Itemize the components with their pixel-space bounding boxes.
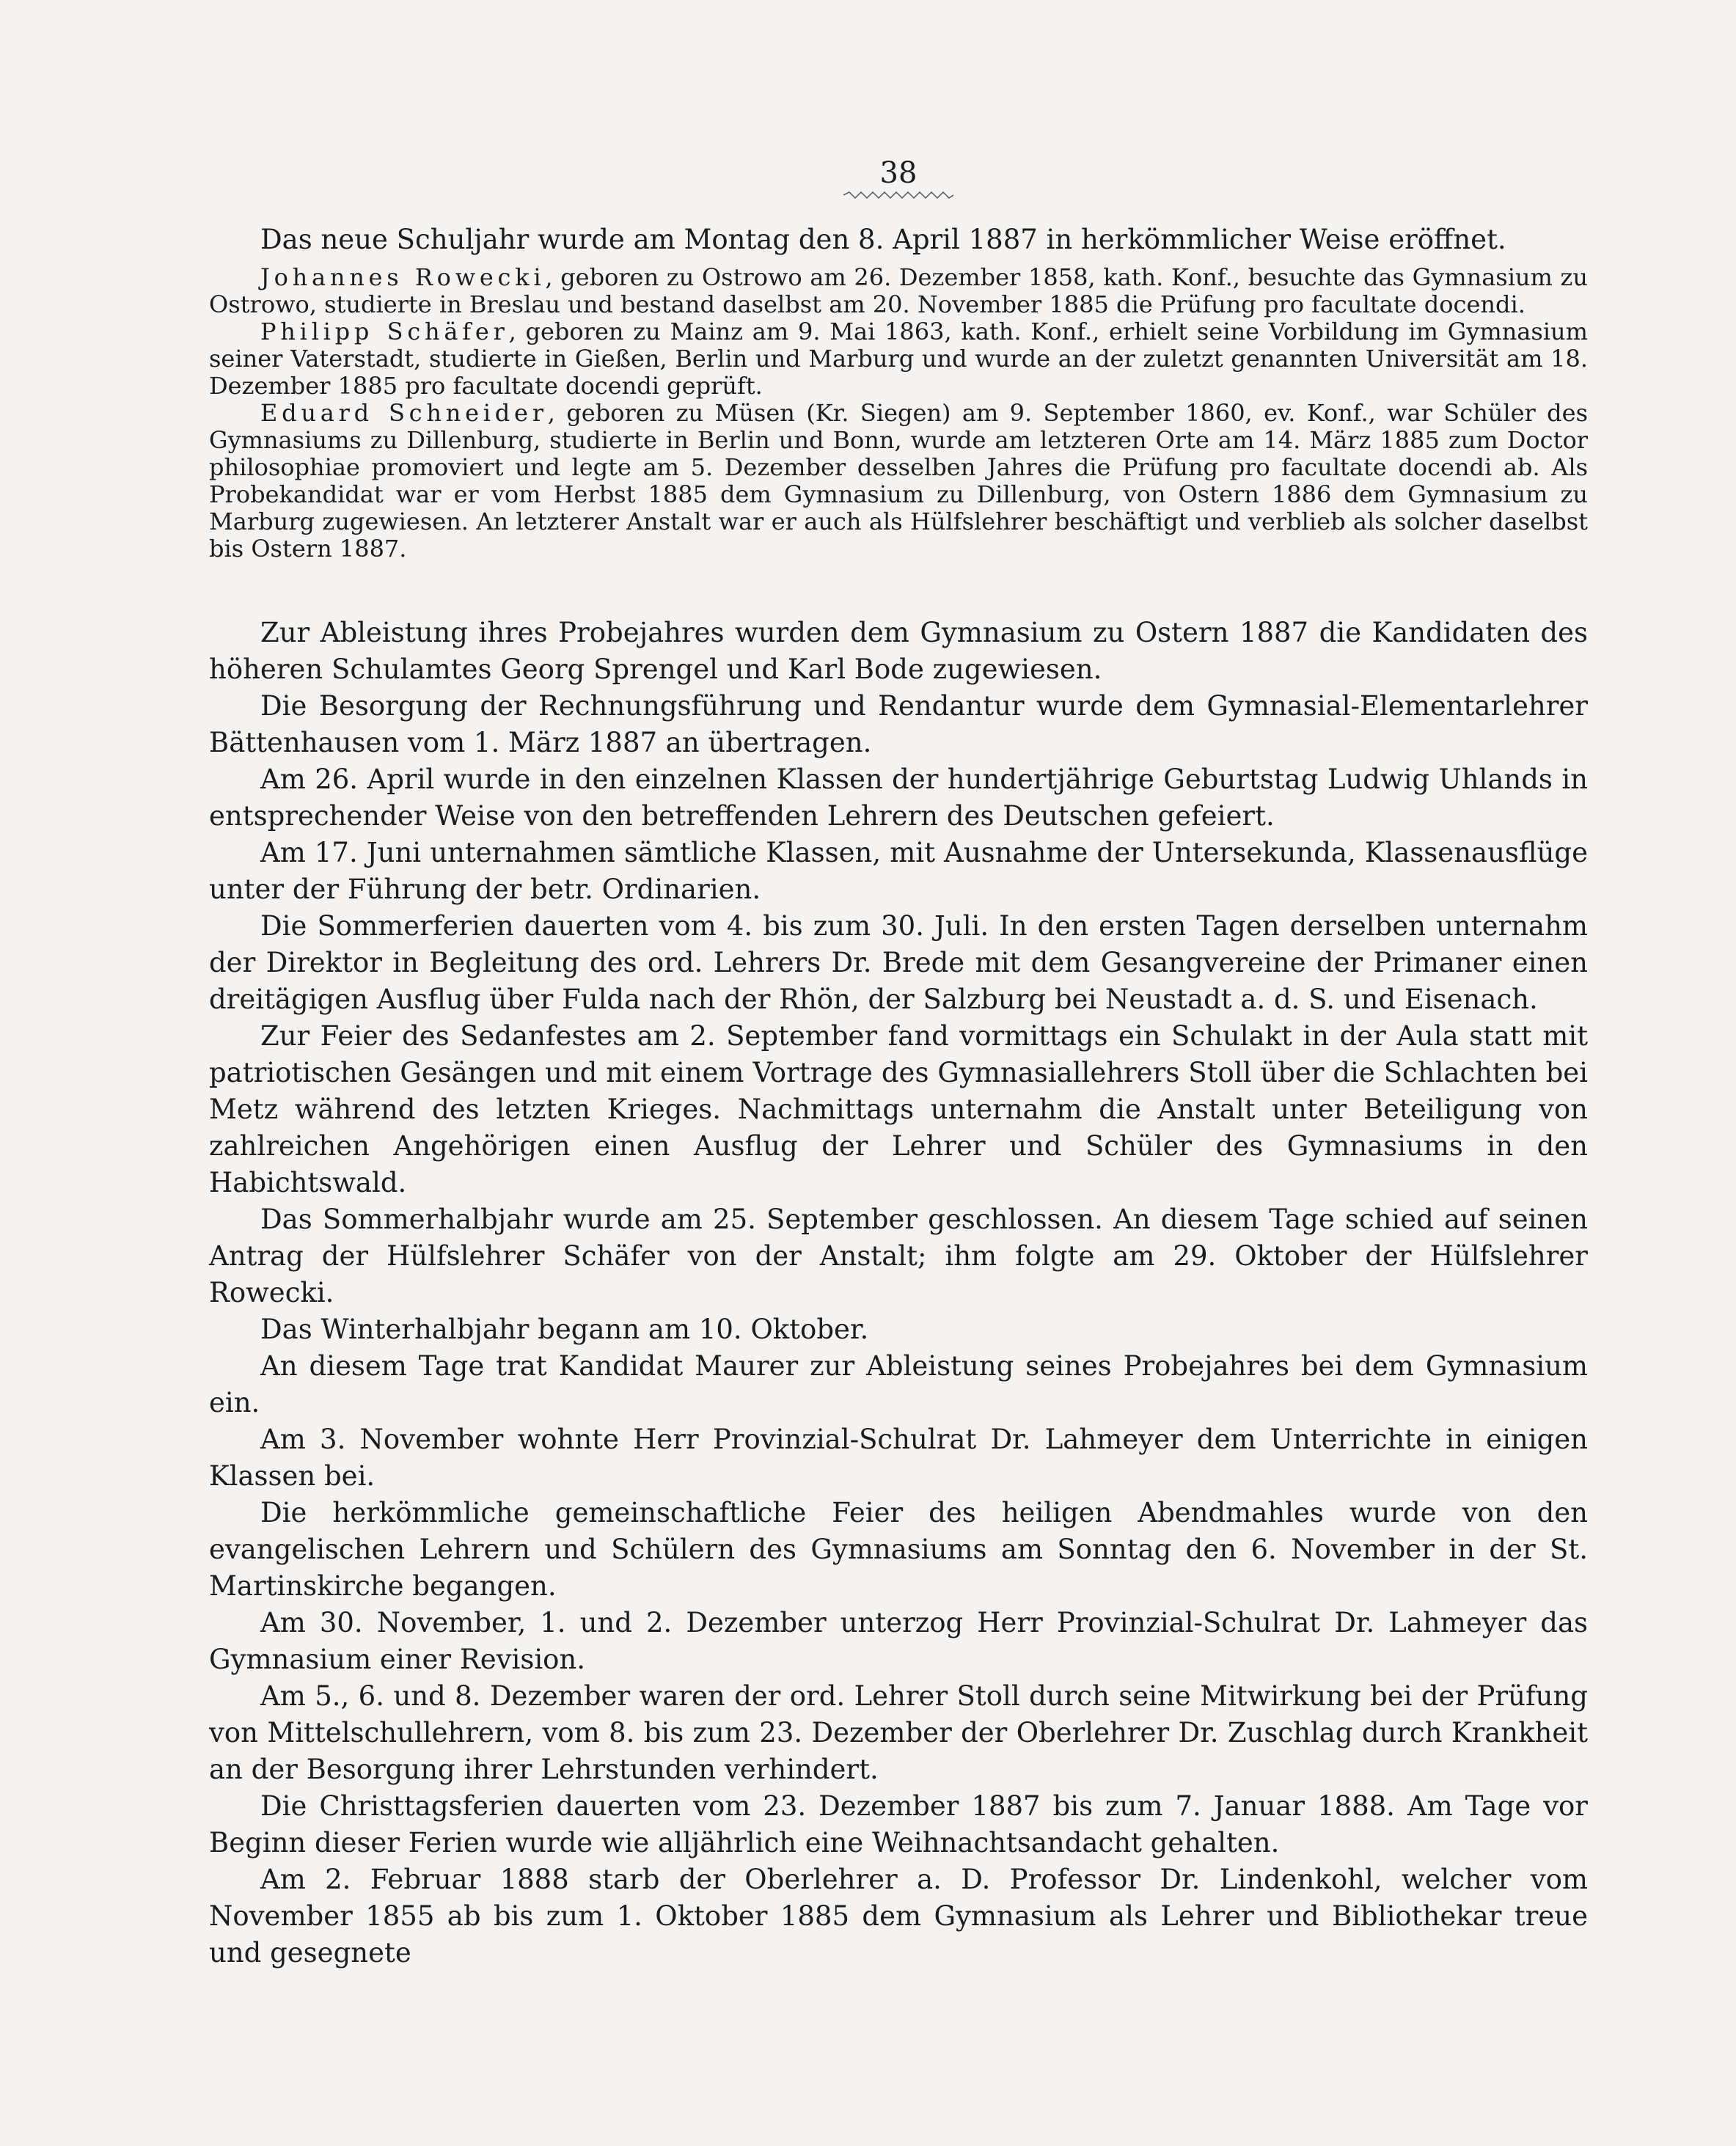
biography-name: Johannes Rowecki bbox=[260, 263, 546, 291]
chronicle-paragraph: Die herkömmliche gemeinschaftliche Feier des heiligen Abendmahles wurde von den evangelischen Lehrern und Schülern des Gymnasiums am Sonntag den 6. November in der St. Martinskirche begangen. bbox=[209, 1497, 1588, 1602]
biography-name: Philipp Schäfer bbox=[260, 318, 509, 345]
chronicle-paragraph: Das Sommerhalbjahr wurde am 25. September geschlossen. An diesem Tage schied auf seinen Antrag der Hülfslehrer Schäfer von der Anstalt; ihm folgte am 29. Oktober der Hülfslehrer Rowecki. bbox=[209, 1204, 1588, 1308]
chronicle-paragraph: Die Christtagsferien dauerten vom 23. Dezember 1887 bis zum 7. Januar 1888. Am Tage vor Beginn dieser Ferien wurde wie alljährlich eine Weihnachtsandacht gehalten. bbox=[209, 1790, 1588, 1858]
biography-text: , geboren zu Müsen (Kr. Siegen) am 9. September 1860, ev. Konf., war Schüler des Gymnasiums zu Dillenburg, studierte in Berlin und Bonn, wurde am letzteren Orte am 14. März 1885 zum Doctor philosophiae promoviert und legte am 5. Dezember desselben Jahres die Prüfung pro facultate docendi ab. Als Probekandidat war er vom Herbst 1885 dem Gymnasium zu Dillenburg, von Ostern 1886 dem Gymnasium zu Marburg zugewiesen. An letzterer Anstalt war er auch als Hülfslehrer beschäftigt und verblieb als solcher daselbst bis Ostern 1887. bbox=[209, 399, 1589, 563]
chronicle-paragraph: An diesem Tage trat Kandidat Maurer zur Ableistung seines Probejahres bei dem Gymnasium ein. bbox=[209, 1350, 1588, 1418]
biography-entry bbox=[209, 318, 1588, 400]
chronicle-paragraph: Das Winterhalbjahr begann am 10. Oktober. bbox=[260, 1314, 869, 1345]
opening-section bbox=[209, 221, 1588, 258]
opening-line: Das neue Schuljahr wurde am Montag den 8. April 1887 in herkömmlicher Weise eröffnet. bbox=[260, 224, 1506, 255]
chronicle-section bbox=[209, 615, 1588, 1971]
chronicle-paragraph: Die Besorgung der Rechnungsführung und Rendantur wurde dem Gymnasial-Elementarlehrer Bättenhausen vom 1. März 1887 an übertragen. bbox=[209, 690, 1588, 758]
chronicle-paragraph: Am 3. November wohnte Herr Provinzial-Schulrat Dr. Lahmeyer dem Unterrichte in einigen Klassen bei. bbox=[209, 1424, 1588, 1492]
chronicle-paragraph: Die Sommerferien dauerten vom 4. bis zum 30. Juli. In den ersten Tagen derselben unternahm der Direktor in Begleitung des ord. Lehrers Dr. Brede mit dem Gesangvereine der Primaner einen dreitägigen Ausflug über Fulda nach der Rhön, der Salzburg bei Neustadt a. d. S. und Eisenach. bbox=[209, 910, 1588, 1015]
biography-text: , geboren zu Ostrowo am 26. Dezember 1858, kath. Konf., besuchte das Gymnasium zu Ostrowo, studierte in Breslau und bestand daselbst am 20. November 1885 die Prüfung pro facultate docendi. bbox=[209, 263, 1588, 318]
chronicle-paragraph: Am 30. November, 1. und 2. Dezember unterzog Herr Provinzial-Schulrat Dr. Lahmeyer das Gymnasium einer Revision. bbox=[209, 1607, 1588, 1675]
chronicle-paragraph: Am 26. April wurde in den einzelnen Klassen der hundertjährige Geburtstag Ludwig Uhlands in entsprechender Weise von den betreffenden Lehrern des Deutschen gefeiert. bbox=[209, 763, 1588, 832]
biography-name: Eduard Schneider bbox=[260, 399, 548, 427]
page-number: 38 bbox=[879, 156, 918, 190]
page-number-ornament bbox=[843, 191, 953, 199]
chronicle-paragraph: Am 5., 6. und 8. Dezember waren der ord. Lehrer Stoll durch seine Mitwirkung bei der Prüfung von Mittelschullehrern, vom 8. bis zum 23. Dezember der Oberlehrer Dr. Zuschlag durch Krankheit an der Besorgung ihrer Lehrstunden verhindert. bbox=[209, 1680, 1588, 1785]
chronicle-paragraph: Zur Feier des Sedanfestes am 2. September fand vormittags ein Schulakt in der Aula statt mit patriotischen Gesängen und mit einem Vortrage des Gymnasiallehrers Stoll über die Schlachten bei Metz während des letzten Krieges. Nachmittags unternahm die Anstalt unter Beteiligung von zahlreichen Angehörigen einen Ausflug der Lehrer und Schüler des Gymnasiums in den Habichtswald. bbox=[209, 1020, 1588, 1198]
biography-entry bbox=[209, 264, 1588, 318]
biographies-section bbox=[209, 264, 1588, 563]
chronicle-paragraph: Am 2. Februar 1888 starb der Oberlehrer a. D. Professor Dr. Lindenkohl, welcher vom November 1855 ab bis zum 1. Oktober 1885 dem Gymnasium als Lehrer und Bibliothekar treue und gesegnete bbox=[209, 1864, 1588, 1969]
biography-text: , geboren zu Mainz am 9. Mai 1863, kath. Konf., erhielt seine Vorbildung im Gymnasium seiner Vaterstadt, studierte in Gießen, Berlin und Marburg und wurde an der zuletzt genannten Universität am 18. Dezember 1885 pro facultate docendi geprüft. bbox=[209, 318, 1588, 400]
biography-entry bbox=[209, 400, 1588, 563]
chronicle-paragraph: Am 17. Juni unternahmen sämtliche Klassen, mit Ausnahme der Untersekunda, Klassenausflüge unter der Führung der betr. Ordinarien. bbox=[209, 837, 1588, 905]
chronicle-paragraph: Zur Ableistung ihres Probejahres wurden dem Gymnasium zu Ostern 1887 die Kandidaten des höheren Schulamtes Georg Sprengel und Karl Bode zugewiesen. bbox=[209, 617, 1588, 685]
